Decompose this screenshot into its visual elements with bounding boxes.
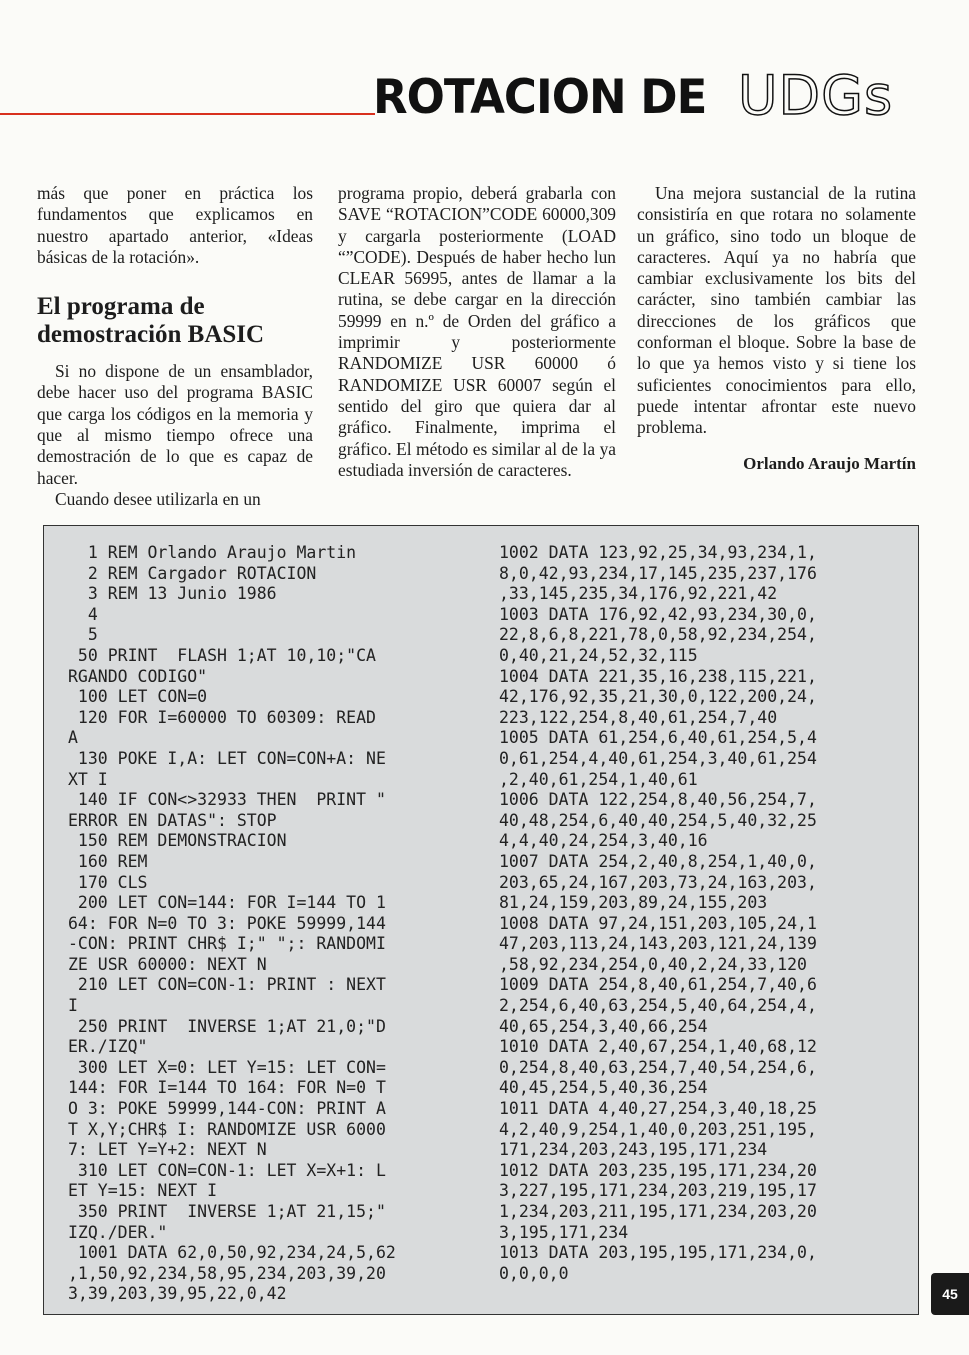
code-line: 100 LET CON=0: [68, 687, 208, 707]
code-line: 81,24,159,203,89,24,155,203: [499, 893, 768, 913]
code-line: 1006 DATA 122,254,8,40,56,254,7,: [499, 790, 817, 810]
code-line: 1003 DATA 176,92,42,93,234,30,0,: [499, 604, 817, 624]
code-line: 1008 DATA 97,24,151,203,105,24,1: [499, 913, 817, 933]
code-line: ,1,50,92,234,58,95,234,203,39,20: [68, 1263, 386, 1283]
code-line: 1002 DATA 123,92,25,34,93,234,1,: [499, 543, 817, 562]
header-rule: [0, 113, 375, 115]
code-line: ,2,40,61,254,1,40,61: [499, 769, 698, 789]
body-paragraph-3: programa propio, deberá grabarla con SAVE “ROTACION”CODE 60000,309 y cargarla posteriormente (LOAD “”CODE). Después de haber hecho lun CLEAR 56995, antes de llamar a la rutina, se debe cargar en la dirección 59999 en n.º de Orden del gráfico a imprimir y posteriormente RANDOMIZE USR 60000 ó RANDOMIZE USR 60007 según el sentido del giro que quiera dar al gráfico. Finalmente, imprima el gráfico. El método es similar al de la ya estudiada inversión de caracteres.: [338, 183, 616, 480]
code-line: 40,45,254,5,40,36,254: [499, 1078, 708, 1098]
code-line: 1013 DATA 203,195,195,171,234,0,: [499, 1243, 817, 1263]
code-line: 4,2,40,9,254,1,40,0,203,251,195,: [499, 1119, 817, 1139]
code-line: 150 REM DEMONSTRACION: [68, 831, 287, 851]
code-line: 1001 DATA 62,0,50,92,234,24,5,62: [68, 1243, 396, 1263]
code-line: 40,48,254,6,40,40,254,5,40,32,25: [499, 810, 817, 830]
code-line: 3,195,171,234: [499, 1222, 629, 1242]
code-line: 1009 DATA 254,8,40,61,254,7,40,6: [499, 975, 817, 995]
code-line: 4,4,40,24,254,3,40,16: [499, 831, 708, 851]
code-line: 3 REM 13 Junio 1986: [68, 584, 277, 604]
code-line: 203,65,24,167,203,73,24,163,203,: [499, 872, 817, 892]
code-line: 1011 DATA 4,40,27,254,3,40,18,25: [499, 1099, 817, 1119]
code-line: 223,122,254,8,40,61,254,7,40: [499, 707, 778, 727]
code-line: 47,203,113,24,143,203,121,24,139: [499, 934, 817, 954]
heading-line-1: El programa de: [37, 293, 205, 321]
code-line: 3,39,203,39,95,22,0,42: [68, 1284, 287, 1304]
code-line: 171,234,203,243,195,171,234: [499, 1140, 768, 1160]
code-line: 7: LET Y=Y+2: NEXT N: [68, 1140, 267, 1160]
code-line: O 3: POKE 59999,144-CON: PRINT A: [68, 1099, 386, 1119]
code-line: 1007 DATA 254,2,40,8,254,1,40,0,: [499, 851, 817, 871]
code-line: -CON: PRINT CHR$ I;" ";: RANDOMI: [68, 934, 386, 954]
body-paragraph-1: Si no dispone de un ensamblador, debe hacer uso del programa BASIC que carga los códigos en la memoria y que al mismo tiempo ofrece una demostración de lo que es capaz de hacer.: [37, 361, 313, 488]
code-line: 64: FOR N=0 TO 3: POKE 59999,144: [68, 913, 386, 933]
code-line: 210 LET CON=CON-1: PRINT : NEXT: [68, 975, 386, 995]
code-line: 160 REM: [68, 851, 148, 871]
text-column-3: [637, 183, 916, 474]
code-line: 130 POKE I,A: LET CON=CON+A: NE: [68, 748, 386, 768]
code-line: 140 IF CON<>32933 THEN PRINT ": [68, 790, 386, 810]
body-paragraph-2: Cuando desee utilizarla en un: [55, 488, 261, 509]
code-line: 2,254,6,40,63,254,5,40,64,254,4,: [499, 996, 817, 1016]
title-outline: UDGs: [738, 64, 894, 127]
code-line: 5: [68, 625, 98, 645]
code-line: 0,0,0,0: [499, 1263, 569, 1283]
code-line: 1010 DATA 2,40,67,254,1,40,68,12: [499, 1037, 817, 1057]
code-line: 0,254,8,40,63,254,7,40,54,254,6,: [499, 1057, 817, 1077]
code-line: 200 LET CON=144: FOR I=144 TO 1: [68, 893, 386, 913]
code-line: 0,40,21,24,52,32,115: [499, 645, 698, 665]
code-line: RGANDO CODIGO": [68, 666, 208, 686]
code-line: 1005 DATA 61,254,6,40,61,254,5,4: [499, 728, 817, 748]
code-line: ET Y=15: NEXT I: [68, 1181, 218, 1201]
code-line: 1 REM Orlando Araujo Martin: [68, 543, 357, 562]
code-line: 2 REM Cargador ROTACION: [68, 563, 317, 583]
code-line: ,58,92,234,254,0,40,2,24,33,120: [499, 954, 807, 974]
code-line: A: [68, 728, 78, 748]
code-line: 0,61,254,4,40,61,254,3,40,61,254: [499, 748, 817, 768]
code-line: 1,234,203,211,195,171,234,203,20: [499, 1202, 817, 1221]
title-main: ROTACION DE: [373, 68, 707, 125]
code-line: ER./IZQ": [68, 1037, 148, 1057]
code-line: I: [68, 996, 78, 1016]
section-heading: [37, 293, 313, 349]
code-line: 144: FOR I=144 TO 164: FOR N=0 T: [68, 1078, 386, 1098]
listing-left-column: [68, 543, 396, 1305]
code-line: 310 LET CON=CON-1: LET X=X+1: L: [68, 1160, 386, 1180]
text-column-1: [37, 183, 313, 510]
intro-paragraph: más que poner en práctica los fundamentos que explicamos en nuestro apartado anterior, «Ideas básicas de la rotación».: [37, 183, 313, 267]
code-line: 350 PRINT INVERSE 1;AT 21,15;": [68, 1202, 386, 1221]
code-line: XT I: [68, 769, 108, 789]
code-line: T X,Y;CHR$ I: RANDOMIZE USR 6000: [68, 1119, 386, 1139]
code-line: 120 FOR I=60000 TO 60309: READ: [68, 707, 376, 727]
code-line: 40,65,254,3,40,66,254: [499, 1016, 708, 1036]
code-line: 8,0,42,93,234,17,145,235,237,176: [499, 563, 817, 583]
heading-line-2: demostración BASIC: [37, 321, 265, 349]
code-line: 42,176,92,35,21,30,0,122,200,24,: [499, 687, 817, 707]
code-line: 1004 DATA 221,35,16,238,115,221,: [499, 666, 817, 686]
code-line: IZQ./DER.": [68, 1222, 168, 1242]
code-line: 3,227,195,171,234,203,219,195,17: [499, 1181, 817, 1201]
code-line: ZE USR 60000: NEXT N: [68, 954, 267, 974]
code-line: ,33,145,235,34,176,92,221,42: [499, 584, 778, 604]
code-line: 1012 DATA 203,235,195,171,234,20: [499, 1160, 817, 1180]
listing-right-column: [499, 543, 817, 1284]
code-line: 50 PRINT FLASH 1;AT 10,10;"CA: [68, 645, 376, 665]
code-line: 170 CLS: [68, 872, 148, 892]
code-line: 250 PRINT INVERSE 1;AT 21,0;"D: [68, 1016, 386, 1036]
text-column-2: [338, 183, 616, 481]
code-line: 300 LET X=0: LET Y=15: LET CON=: [68, 1057, 386, 1077]
author-signature: Orlando Araujo Martín: [743, 453, 916, 473]
program-listing: [43, 525, 919, 1315]
body-paragraph-4: Una mejora sustancial de la rutina consistiría en que rotara no solamente un gráfico, sino todo un bloque de caracteres. Aquí ya no habría que cambiar exclusivamente los bits del carácter, sino también cambiar las direcciones de los gráficos que conforman el bloque. Sobre la base de lo que ya hemos visto y si tiene los suficientes conocimientos para ello, puede intentar afrontar este nuevo problema.: [637, 183, 916, 438]
code-line: 4: [68, 604, 98, 624]
page-number: 45: [931, 1273, 969, 1315]
code-line: 22,8,6,8,221,78,0,58,92,234,254,: [499, 625, 817, 645]
code-line: ERROR EN DATAS": STOP: [68, 810, 277, 830]
